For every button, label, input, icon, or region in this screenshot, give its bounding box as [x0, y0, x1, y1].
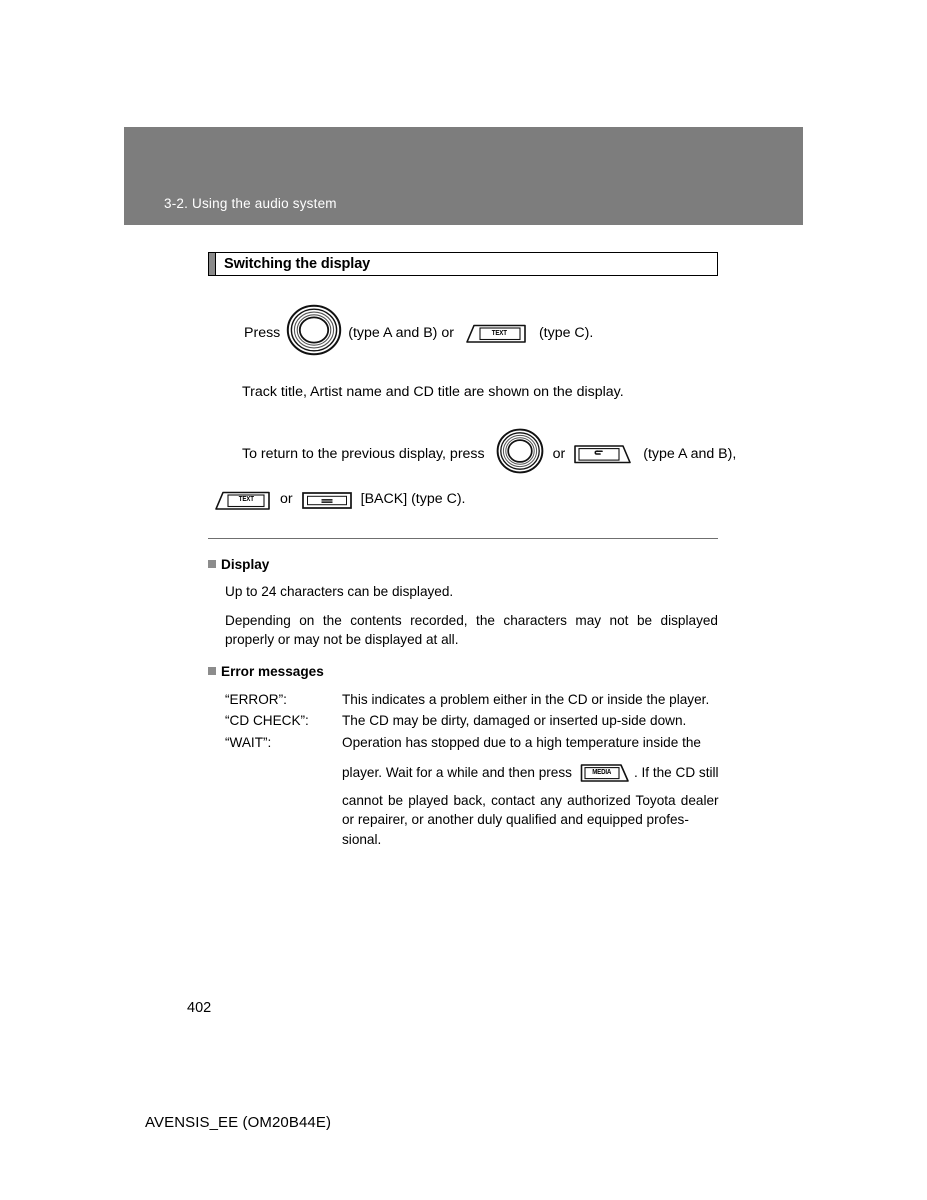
error-term-wait: “WAIT”: — [225, 735, 272, 751]
display-info-heading-label: Display — [221, 556, 270, 572]
error-term-error: “ERROR”: — [225, 691, 287, 707]
error-row-wait — [225, 733, 718, 850]
return-or-label: or — [552, 446, 566, 463]
press-suffix-label: (type C). — [538, 325, 594, 341]
error-row-error — [225, 690, 718, 710]
page-number: 402 — [187, 1000, 212, 1016]
text-key-button-2[interactable] — [214, 489, 272, 511]
return-prefix-label: To return to the previous display, press — [242, 446, 485, 463]
media-key-button[interactable] — [579, 762, 631, 784]
media-key-label: MEDIA — [592, 767, 612, 777]
section-title-box — [208, 252, 718, 276]
rotary-knob-icon[interactable] — [286, 304, 342, 363]
section-title-accent-bar — [209, 253, 216, 275]
text-key-label-2: TEXT — [238, 494, 254, 504]
press-prefix-label: Press — [244, 325, 281, 341]
back-dash-key-button[interactable] — [301, 489, 353, 511]
chapter-header-label: 3-2. Using the audio system — [164, 196, 337, 211]
error-info-heading-label: Error messages — [221, 663, 324, 679]
display-info-paragraph-2: Depending on the contents recorded, the characters may not be displayed properly or may not be displayed at all. — [225, 613, 718, 648]
error-def-wait — [342, 733, 719, 850]
display-info-heading — [208, 557, 718, 572]
text-key-button[interactable] — [464, 322, 528, 344]
square-bullet-icon — [208, 560, 216, 568]
error-def-wait-line2 — [342, 762, 719, 784]
error-messages-table — [225, 690, 718, 850]
error-def-cd-check: The CD may be dirty, damaged or inserted up-side down. — [342, 713, 687, 729]
return2-suffix-label: [BACK] (type C). — [360, 491, 466, 508]
error-def-wait-line2-before: player. Wait for a while and then press — [342, 764, 572, 780]
return-instruction-row-2 — [214, 489, 718, 511]
chapter-header-band — [124, 127, 803, 225]
error-term-cd-check: “CD CHECK”: — [225, 713, 309, 729]
rotary-knob-icon-2[interactable] — [496, 428, 544, 481]
back-key-button[interactable] — [573, 443, 635, 465]
error-row-cd-check — [225, 711, 718, 731]
return-suffix-label: (type A and B), — [643, 446, 737, 463]
return-instruction-row — [242, 428, 737, 481]
press-instruction-row — [242, 304, 718, 363]
page-content — [208, 252, 737, 850]
section-title-text: Switching the display — [224, 256, 371, 272]
result-line: Track title, Artist name and CD title are shown on the display. — [242, 383, 624, 400]
error-def-wait-line1: Operation has stopped due to a high temperature inside the — [342, 735, 701, 751]
error-info-heading — [208, 664, 718, 679]
return2-or-label: or — [280, 491, 293, 508]
square-bullet-icon-2 — [208, 667, 216, 675]
text-key-label: TEXT — [491, 327, 507, 337]
display-info-paragraph-1: Up to 24 characters can be displayed. — [225, 583, 454, 599]
page-footer: AVENSIS_EE (OM20B44E) — [145, 1114, 332, 1131]
error-def-wait-line2-after: . If the CD still — [633, 764, 719, 780]
error-def-wait-line3: cannot be played back, contact any authorized Toyota dealer or repairer, or another duly qualified and equipped profes- — [342, 792, 719, 828]
section-divider — [208, 538, 718, 539]
error-def-error: This indicates a problem either in the CD or inside the player. — [342, 691, 710, 707]
error-def-wait-line4: sional. — [342, 832, 382, 848]
press-middle-label: (type A and B) or — [348, 325, 454, 341]
